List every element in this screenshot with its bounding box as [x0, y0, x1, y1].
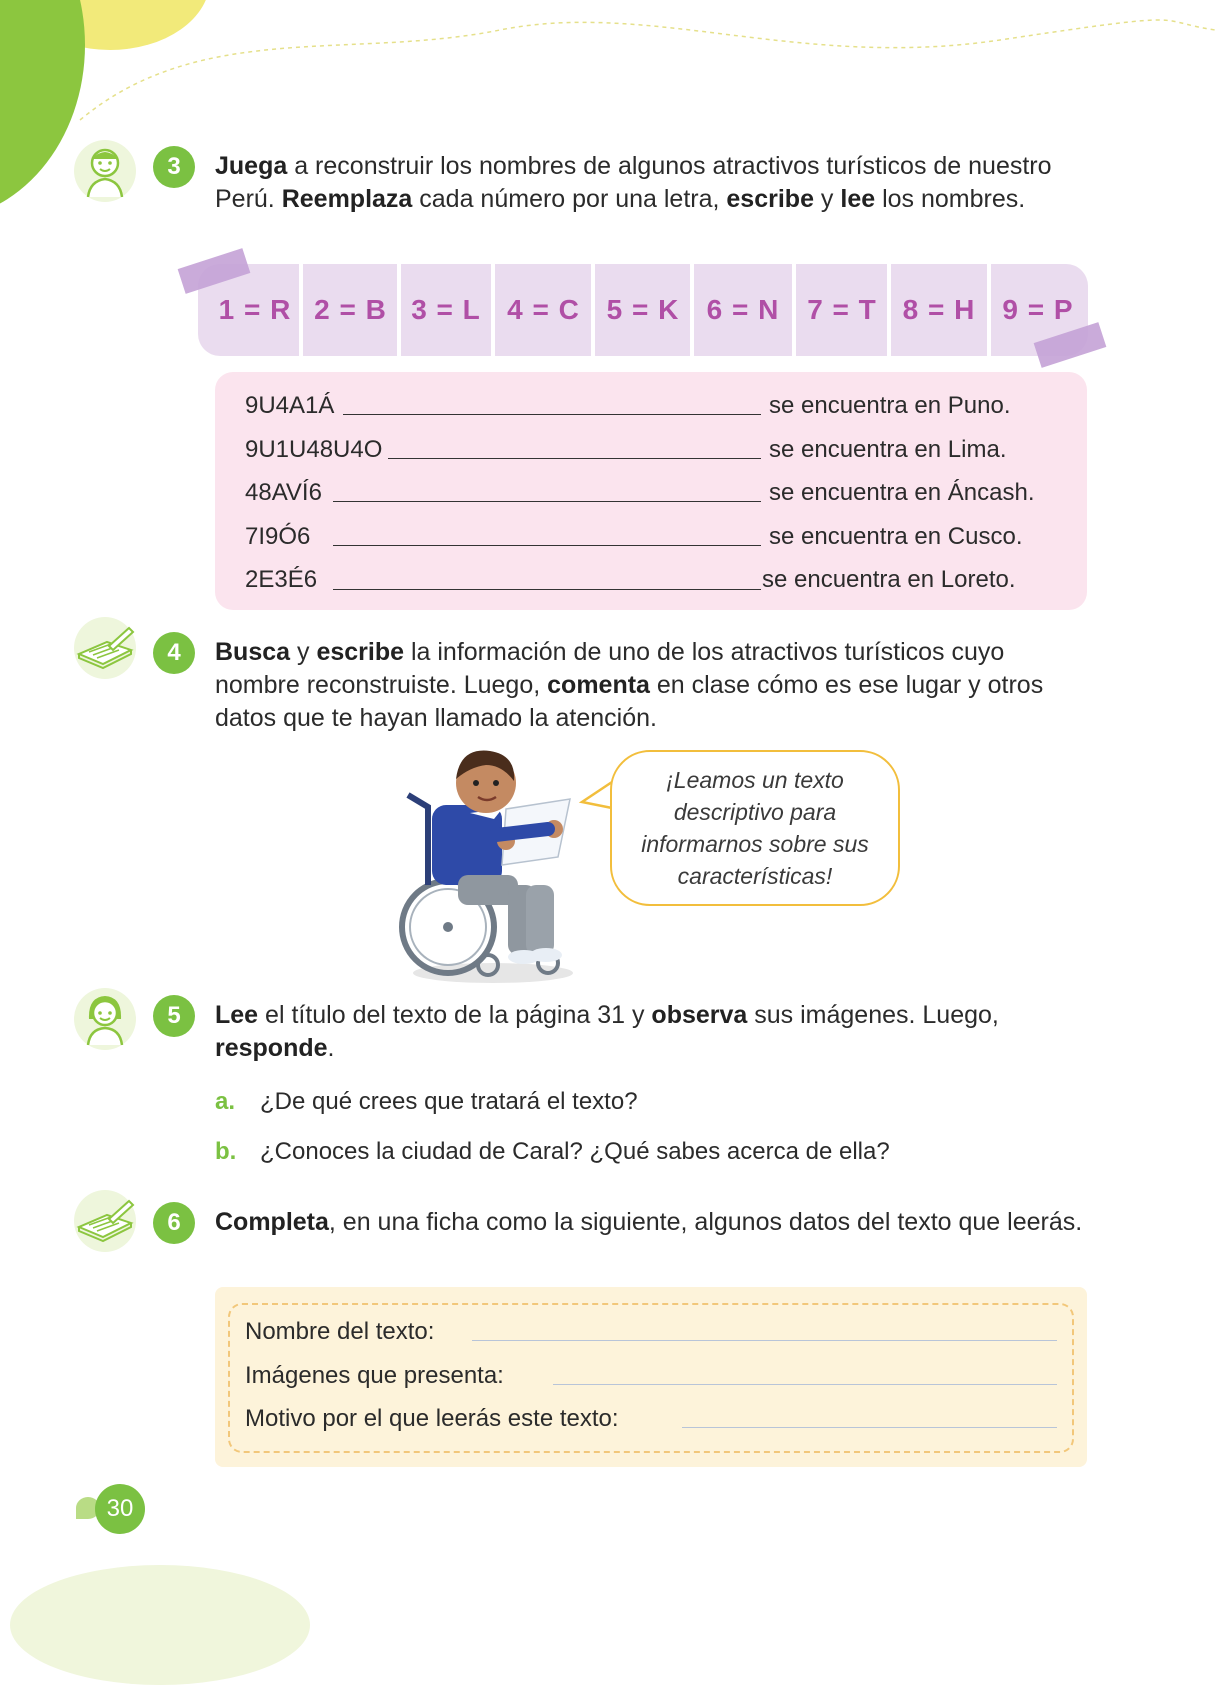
speech-bubble: ¡Leamos un texto descriptivo para informarnos sobre sus características! [610, 750, 900, 906]
question-number-5: 5 [153, 995, 195, 1037]
row-place: se encuentra en Lima. [769, 436, 1007, 463]
row-code: 48AVÍ6 [245, 479, 322, 506]
field-line[interactable] [472, 1340, 1057, 1341]
row-code: 9U1U48U4O [245, 436, 383, 463]
row-code: 7I9Ó6 [245, 523, 311, 550]
decorative-bottom-blob [10, 1565, 310, 1685]
subquestion-letter: a. [215, 1088, 236, 1115]
code-cell: 6 = N [706, 294, 780, 325]
page-number: 30 [95, 1484, 145, 1534]
question-3-text: Juega a reconstruir los nombres de algunos atractivos turísticos de nuestro Perú. Reemplaza cada número por una letra, escribe y lee los nombres. [215, 152, 1052, 213]
decorative-dashed-curve [0, 0, 1215, 130]
question-4-text: Busca y escribe la información de uno de los atractivos turísticos cuyo nombre reconstruiste. Luego, comenta en clase cómo es ese lugar y otros datos que te hayan llamado la atención. [215, 638, 1044, 732]
question-number-3: 3 [153, 146, 195, 188]
row-place: se encuentra en Puno. [769, 392, 1011, 419]
code-cell: 4 = C [507, 294, 580, 325]
field-line[interactable] [553, 1384, 1057, 1385]
question-number-4: 4 [153, 632, 195, 674]
code-cell: 8 = H [902, 294, 976, 325]
code-cell: 7 = T [807, 294, 877, 325]
field-label: Motivo por el que leerás este texto: [245, 1405, 619, 1432]
row-code: 9U4A1Á [245, 392, 335, 419]
row-place: se encuentra en Cusco. [769, 523, 1023, 550]
subquestion-text: ¿Conoces la ciudad de Caral? ¿Qué sabes acerca de ella? [260, 1138, 890, 1165]
row-place: se encuentra en Loreto. [762, 566, 1016, 593]
field-label: Nombre del texto: [245, 1318, 435, 1345]
book-pencil-icon [74, 617, 136, 679]
student-boy-icon [74, 140, 136, 202]
field-line[interactable] [682, 1427, 1057, 1428]
code-cell: 9 = P [1002, 294, 1074, 325]
answer-line[interactable] [333, 589, 761, 590]
field-label: Imágenes que presenta: [245, 1362, 504, 1389]
answer-line[interactable] [333, 501, 761, 502]
question-5-text: Lee el título del texto de la página 31 y observa sus imágenes. Luego, responde. [215, 1001, 999, 1062]
code-cell: 1 = R [218, 294, 292, 325]
boy-wheelchair-illustration [398, 745, 588, 985]
code-cell: 5 = K [606, 294, 680, 325]
answer-line[interactable] [333, 545, 761, 546]
code-cell: 3 = L [411, 294, 481, 325]
answer-line[interactable] [388, 458, 761, 459]
answer-line[interactable] [343, 414, 761, 415]
subquestion-text: ¿De qué crees que tratará el texto? [260, 1088, 638, 1115]
code-cell: 2 = B [314, 294, 387, 325]
question-number-6: 6 [153, 1202, 195, 1244]
subquestion-letter: b. [215, 1138, 237, 1165]
student-girl-icon [74, 988, 136, 1050]
question-6-text: Completa, en una ficha como la siguiente, algunos datos del texto que leerás. [215, 1208, 1083, 1236]
row-place: se encuentra en Áncash. [769, 479, 1035, 506]
row-code: 2E3É6 [245, 566, 318, 593]
book-pencil-icon [74, 1190, 136, 1252]
